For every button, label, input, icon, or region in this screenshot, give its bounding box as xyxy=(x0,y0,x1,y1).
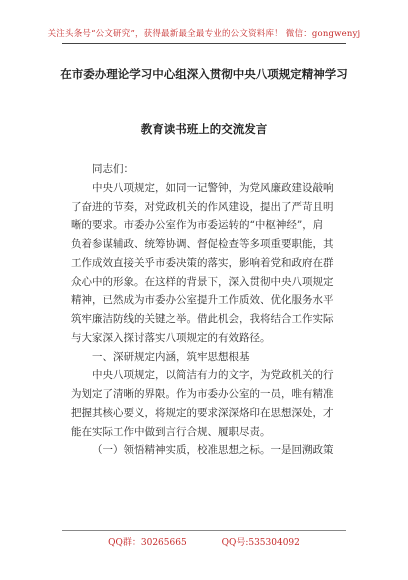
subsection-line: （一）领悟精神实质，校准思想之标。一是回溯政策 xyxy=(92,444,334,457)
body-line: 为划定了清晰的界限。作为市委办公室的一员，唯有精准 xyxy=(71,388,334,400)
footer xyxy=(0,535,408,548)
footer-qq-number: QQ号:535304092 xyxy=(221,538,300,548)
body-line: 把握其核心要义，将规定的要求深深烙印在思想深处，才 xyxy=(71,406,334,419)
body-line: 精神，已然成为市委办公室提升工作质效、优化服务水平 xyxy=(71,294,334,307)
body-line: 能在实际工作中做到言行合规、履职尽责。 xyxy=(71,425,271,438)
document-title-line-1: 在市委办理论学习中心组深入贯彻中央八项规定精神学习 xyxy=(60,67,348,81)
salutation: 同志们： xyxy=(92,163,134,175)
header-divider xyxy=(62,43,346,44)
footer-qq-group: QQ群：30265665 xyxy=(108,538,187,548)
body-line: 众心中的形象。在这样的背景下，深入贯彻中央八项规定 xyxy=(71,275,334,288)
section-heading: 一、深研规定内涵，筑牢思想根基 xyxy=(92,350,250,363)
body-line: 晰的要求。市委办公室作为市委运转的“中枢神经”，肩 xyxy=(71,219,324,232)
header-banner: 关注头条号“公文研究”，获得最新最全最专业的公文资料库！ 微信：gongwenyj xyxy=(47,29,361,39)
body-line: 中央八项规定，如同一记警钟，为党风廉政建设敲响 xyxy=(92,181,334,194)
body-line: 中央八项规定，以简洁有力的文字，为党政机关的行 xyxy=(92,369,334,382)
body-line: 了奋进的节奏，对党政机关的作风建设，提出了严苛且明 xyxy=(71,200,334,213)
document-body xyxy=(71,160,341,460)
body-line: 筑牢廉洁防线的关键之举。借此机会，我将结合工作实际 xyxy=(71,313,334,325)
body-line: 与大家深入探讨落实八项规定的有效路径。 xyxy=(71,331,271,344)
footer-divider xyxy=(62,530,346,531)
body-line: 工作成效直接关乎市委决策的落实，影响着党和政府在群 xyxy=(71,256,334,269)
document-title-line-2: 教育读书班上的交流发言 xyxy=(140,122,268,136)
body-line: 负着参谋辅政、统筹协调、督促检查等多项重要职能，其 xyxy=(71,238,334,250)
